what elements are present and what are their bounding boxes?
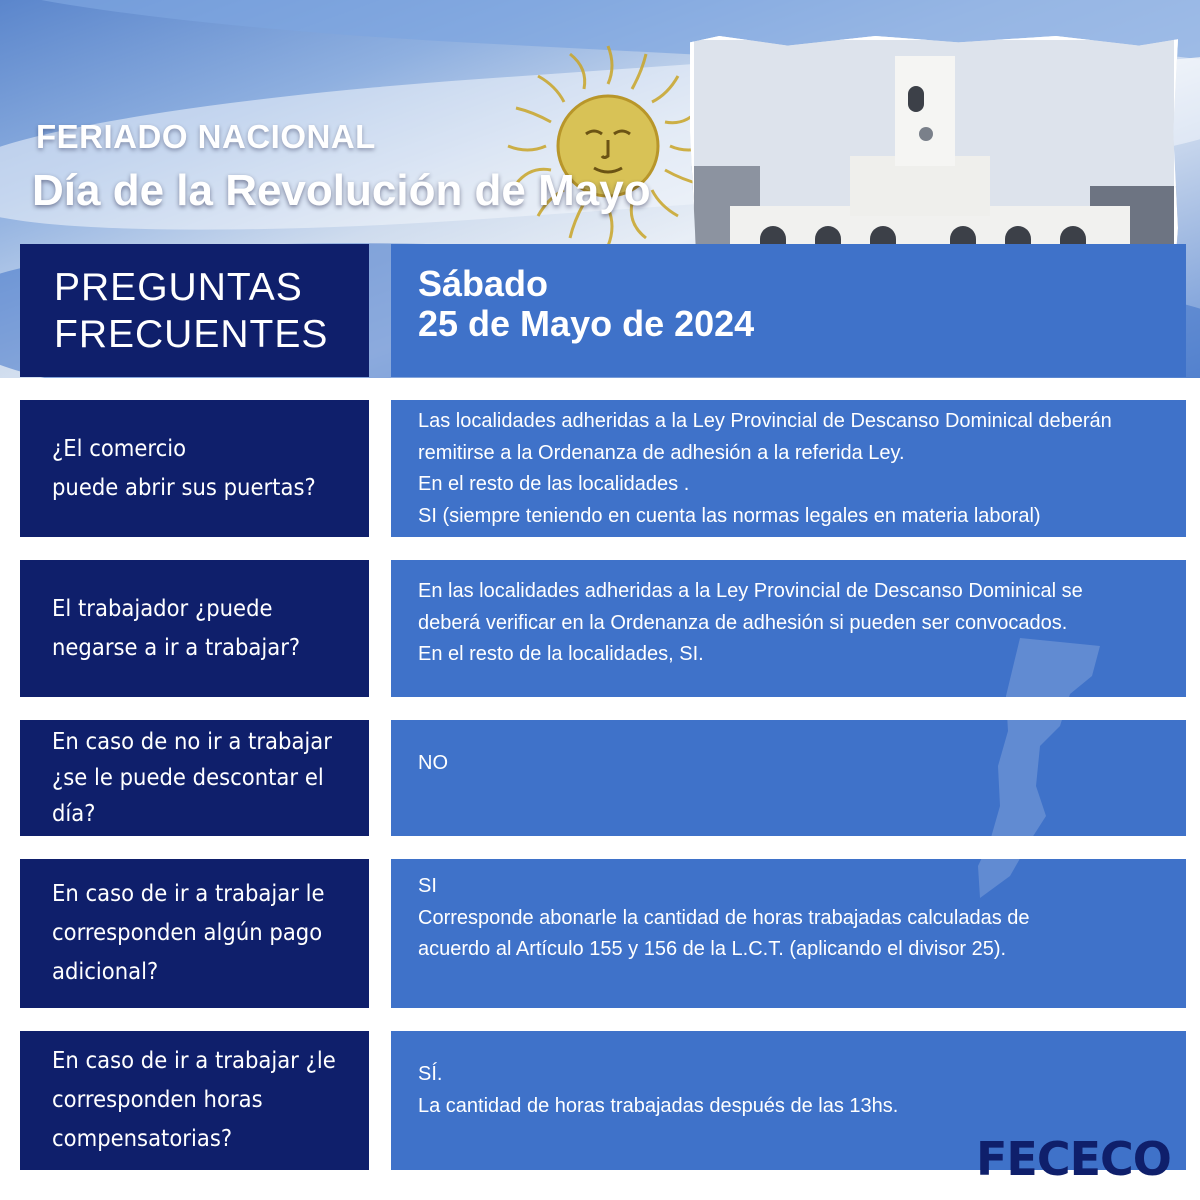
date-full: 25 de Mayo de 2024 — [418, 303, 755, 344]
question-line: corresponden algún pago — [52, 920, 323, 946]
answer-line: deberá verificar en la Ordenanza de adhesión si pueden ser convocados. — [418, 611, 1068, 634]
question-cell — [20, 1031, 369, 1170]
answer-line: SI (siempre teniendo en cuenta las normas legales en materia laboral) — [418, 504, 1041, 527]
question-line: En caso de ir a trabajar le — [52, 881, 325, 907]
question-line: día? — [52, 801, 96, 827]
question-line: adicional? — [52, 959, 159, 985]
question-cell — [20, 560, 369, 697]
answer-line: SÍ. — [418, 1063, 443, 1085]
answer-line: Las localidades adheridas a la Ley Provincial de Descanso Dominical deberán — [418, 410, 1112, 432]
date-panel — [391, 244, 1186, 377]
question-cell — [20, 400, 369, 537]
question-line: El trabajador ¿puede — [52, 595, 273, 622]
question-line: En caso de ir a trabajar ¿le — [52, 1048, 336, 1074]
question-line: ¿se le puede descontar el — [52, 765, 324, 791]
answer-line: Corresponde abonarle la cantidad de horas trabajadas calculadas de — [418, 906, 1030, 929]
answer-line: NO — [418, 752, 448, 774]
answer-cell — [391, 859, 1186, 1008]
question-line: En caso de no ir a trabajar — [52, 729, 332, 755]
answer-line: SI — [418, 875, 437, 897]
question-line: corresponden horas — [52, 1087, 263, 1113]
faq-heading — [20, 244, 369, 377]
answer-line: remitirse a la Ordenanza de adhesión a la referida Ley. — [418, 441, 905, 464]
faq-heading-line: PREGUNTAS — [54, 265, 303, 309]
hero-kicker: FERIADO NACIONAL — [36, 118, 376, 155]
date-weekday: Sábado — [418, 263, 549, 304]
answer-line: La cantidad de horas trabajadas después de las 13hs. — [418, 1094, 899, 1117]
question-line: ¿El comercio — [52, 435, 187, 462]
answer-line: En el resto de la localidades, SI. — [418, 643, 704, 665]
question-cell — [20, 720, 369, 836]
question-cell — [20, 859, 369, 1008]
answer-line: acuerdo al Artículo 155 y 156 de la L.C.T. (aplicando el divisor 25). — [418, 938, 1007, 960]
page-title: Día de la Revolución de Mayo — [32, 166, 651, 215]
answer-cell — [391, 560, 1186, 697]
fececo-logo: FECECO — [976, 1132, 1171, 1186]
answer-line: En el resto de las localidades . — [418, 473, 690, 495]
answer-cell — [391, 400, 1186, 537]
question-line: negarse a ir a trabajar? — [52, 634, 301, 661]
answer-cell — [391, 720, 1186, 836]
faq-heading-line: FRECUENTES — [54, 312, 329, 356]
question-line: compensatorias? — [52, 1126, 233, 1152]
question-line: puede abrir sus puertas? — [52, 474, 316, 501]
answer-line: En las localidades adheridas a la Ley Provincial de Descanso Dominical se — [418, 580, 1083, 602]
